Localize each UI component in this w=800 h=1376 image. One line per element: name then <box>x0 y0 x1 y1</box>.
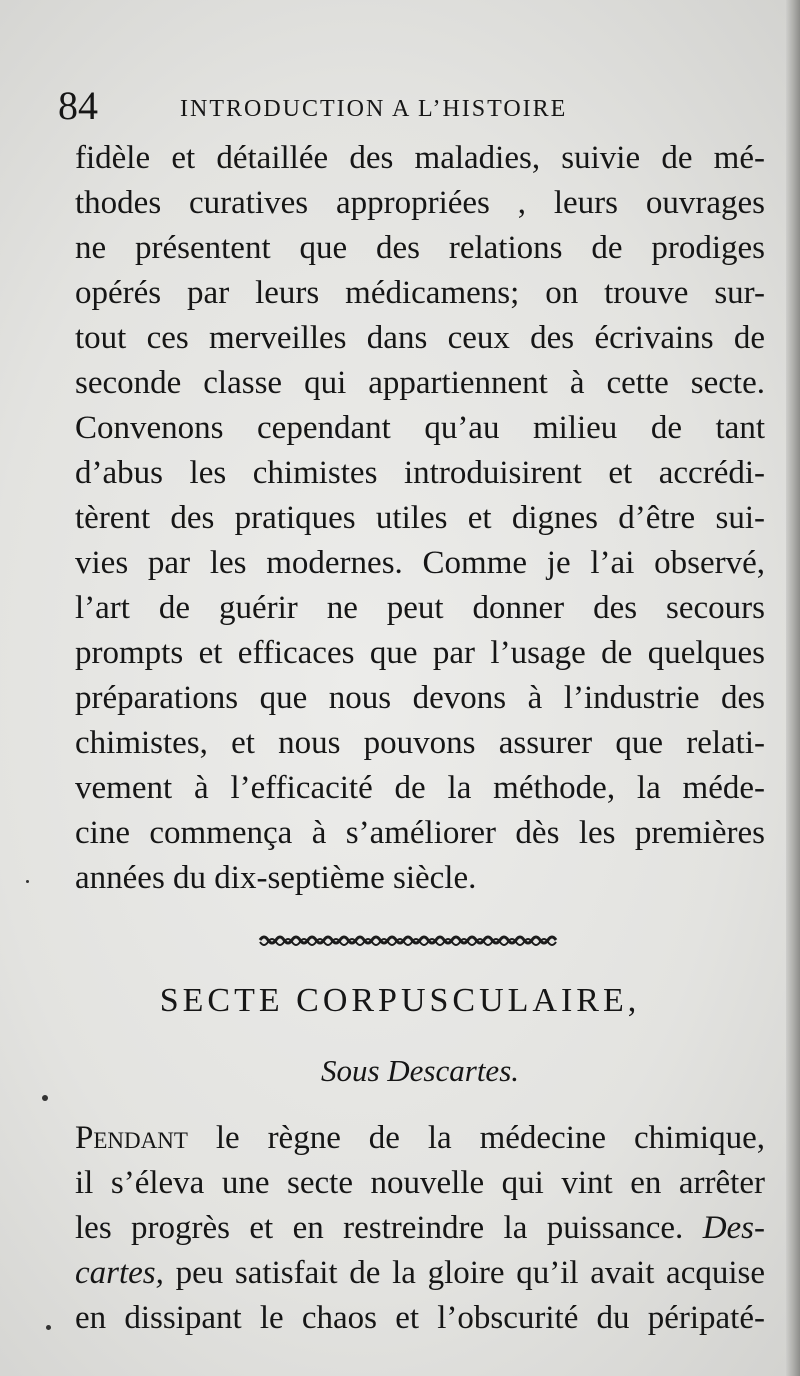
section-line-text: peu satisfait de la gloire qu’il avait acquise <box>163 1255 765 1291</box>
section-line: en dissipant le chaos et l’obscurité du péripaté- <box>75 1300 765 1336</box>
body-line: ne présentent que des relations de prodiges <box>75 230 765 266</box>
body-line: préparations que nous devons à l’industrie des <box>75 680 765 716</box>
page-header <box>58 82 758 132</box>
body-line: opérés par leurs médicamens; on trouve sur- <box>75 275 765 311</box>
ink-speck <box>46 1325 51 1330</box>
body-line: l’art de guérir ne peut donner des secours <box>75 590 765 626</box>
body-line: vies par les modernes. Comme je l’ai observé, <box>75 545 765 581</box>
page-number: 84 <box>58 83 98 128</box>
section-line-text: les progrès et en restreindre la puissance. <box>75 1210 684 1246</box>
body-line: fidèle et détaillée des maladies, suivie de mé- <box>75 140 765 176</box>
body-line: chimistes, et nous pouvons assurer que relati- <box>75 725 765 761</box>
body-line: tout ces merveilles dans ceux des écrivains de <box>75 320 765 356</box>
section-divider-ornament <box>258 930 558 950</box>
body-line: vement à l’efficacité de la méthode, la méde- <box>75 770 765 806</box>
body-line: thodes curatives appropriées , leurs ouvrages <box>75 185 765 221</box>
section-line: il s’éleva une secte nouvelle qui vint en arrêter <box>75 1165 765 1201</box>
body-line: prompts et efficaces que par l’usage de quelques <box>75 635 765 671</box>
section-line <box>75 1118 765 1158</box>
section-subtitle: Sous Descartes. <box>320 1053 520 1088</box>
section-line-text: le règne de la médecine chimique, <box>187 1120 765 1156</box>
body-line: d’abus les chimistes introduisirent et accrédi- <box>75 455 765 491</box>
body-line: tèrent des pratiques utiles et dignes d’être sui- <box>75 500 765 536</box>
section-line <box>75 1208 765 1248</box>
body-line: cine commença à s’améliorer dès les premières <box>75 815 765 851</box>
ink-speck <box>42 1095 48 1101</box>
author-name-part: Des- <box>683 1210 765 1246</box>
page-edge-shadow <box>786 0 800 1376</box>
author-name-part: cartes, <box>75 1255 164 1291</box>
running-head: INTRODUCTION A L’HISTOIRE <box>180 96 568 122</box>
section-lead-word: Pendant <box>75 1120 188 1156</box>
ink-speck <box>26 880 29 883</box>
section-title: SECTE CORPUSCULAIRE, <box>159 982 641 1019</box>
section-line <box>75 1253 765 1293</box>
body-line: années du dix-septième siècle. <box>75 860 477 896</box>
body-line: Convenons cependant qu’au milieu de tant <box>75 410 765 446</box>
body-line: seconde classe qui appartiennent à cette secte. <box>75 365 765 401</box>
